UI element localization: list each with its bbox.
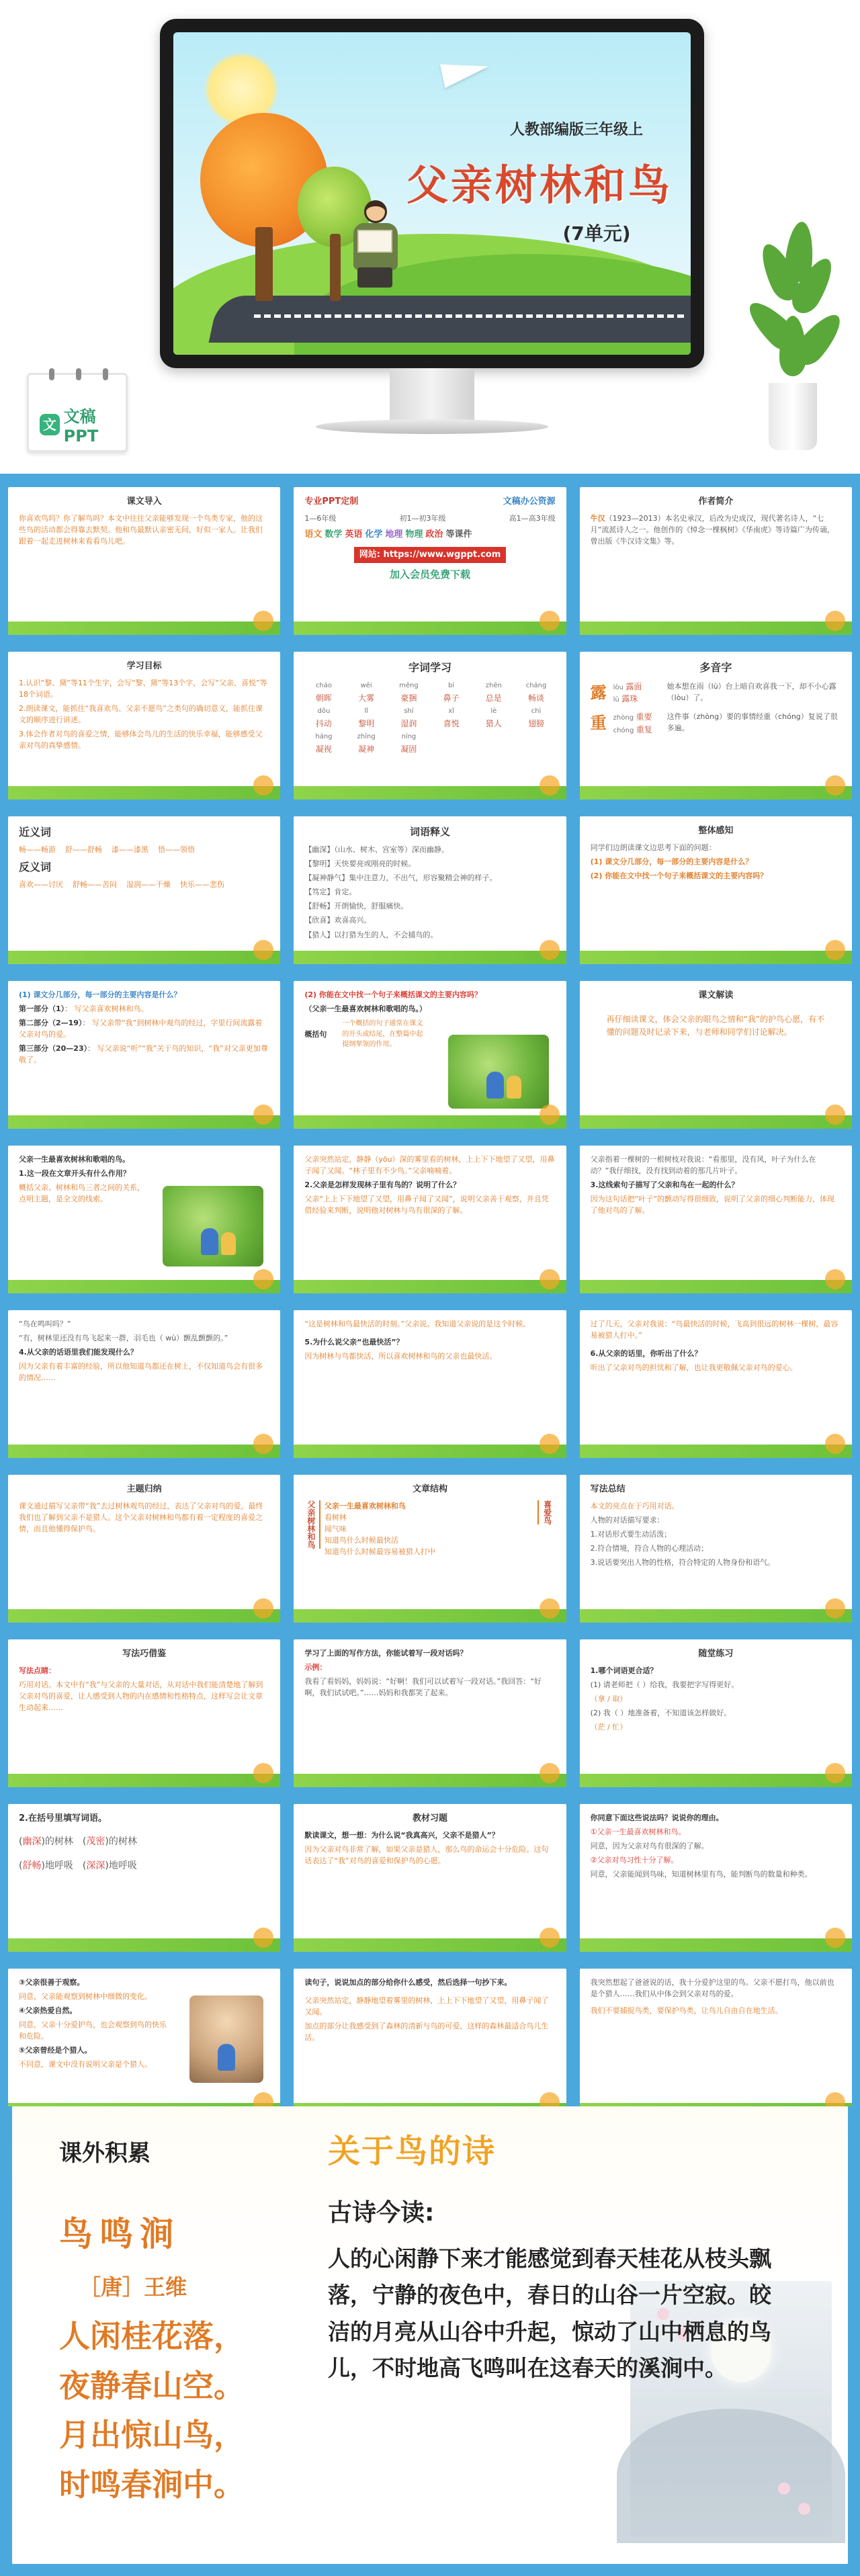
subject-chinese: 语文 [304, 529, 322, 540]
fill-text: 地呼吸 [44, 1860, 73, 1871]
definition-item: 【欣喜】欢喜高兴。 [304, 916, 372, 925]
illustration-image [163, 1186, 263, 1266]
agree-question: 你同意下面这些说法吗？说说你的理由。 [590, 1813, 724, 1822]
hero-section [0, 0, 860, 474]
poem-author: ［唐］王维 [79, 2274, 187, 2300]
pinyin: wēi [360, 681, 372, 689]
structure-node: 知道鸟什么时候最快活 [324, 1536, 398, 1545]
slide-title: 写法总结 [590, 1484, 626, 1494]
slide-ad [294, 487, 566, 635]
answer: 因为父亲有着丰富的经验，所以他知道鸟都还在树上，不仅知道鸟会有很多的情况…… [19, 1362, 263, 1383]
slide-conclusion [580, 1969, 852, 2116]
answer: 因为树林与鸟都快活，所以喜欢树林和鸟的父亲也最快活。 [304, 1352, 497, 1361]
website-link[interactable]: 网站: https://www.wgppt.com [354, 547, 507, 563]
slide-q1 [8, 1146, 280, 1293]
definition-item: 【幽深】（山水、树木、宫室等）深而幽静。 [304, 845, 449, 855]
slide-grid [0, 474, 860, 2106]
fill-answer: 深深 [86, 1860, 105, 1871]
slide-structure [294, 1475, 566, 1623]
overview-intro: 同学们边朗读课文边思考下面的问题： [590, 843, 716, 853]
part-label: 第三部分（20—23） [19, 1044, 88, 1054]
quote-line: “鸟在鸣叫吗？” [19, 1320, 71, 1328]
pinyin: níng [401, 732, 417, 740]
poem-line: 夜静春山空。 [59, 2367, 245, 2404]
slide-vocab [294, 652, 566, 800]
poly-word: 重要 [636, 712, 652, 722]
poly-word: 露珠 [621, 694, 638, 704]
paper-plane-icon [440, 54, 491, 88]
antonym-title: 反义词 [19, 860, 52, 873]
quote-line: “有，树林里还没有鸟飞起来一群，羽毛也（ wù）颤乱颤颤的。” [19, 1334, 228, 1343]
quote-line: 父亲指着一棵树的一根树枝对我说：“看那里，没有风，叶子为什么在动？”我仔细找，没有找到动着的那几片叶子。 [590, 1155, 816, 1176]
road-shape [209, 296, 691, 343]
slide-definitions [294, 816, 566, 964]
pinyin: lòu [613, 683, 624, 691]
question: 2.父亲是怎样发现林子里有鸟的？说明了什么？ [304, 1180, 461, 1190]
slide-textbook-exercise [294, 1804, 566, 1952]
exercise-answer: 因为父亲对鸟非常了解，如果父亲是猎人，那么鸟的命运会十分危险。这句话表达了“我”对鸟的喜爱和保护鸟的心愿。 [304, 1845, 549, 1866]
slide-title: 课文解读 [698, 990, 734, 1000]
slide-title: 作者简介 [698, 497, 734, 507]
pinyin: chóng [613, 726, 634, 734]
structure-diagram [304, 1500, 555, 1557]
slide-title: 教材习题 [412, 1813, 447, 1823]
vocab-word: 朝晖 [315, 693, 332, 703]
fill-answer: 舒畅 [22, 1860, 42, 1871]
subject-chemistry: 化学 [365, 529, 383, 540]
antonym-pair: 湿润——干燥 [126, 879, 171, 889]
join-member-link[interactable]: 加入会员免费下载 [389, 568, 470, 581]
goal-item: 3.体会作者对鸟的喜爱之情，能够体会鸟儿的生活的快乐幸福，能够感受父亲对鸟的真挚感情。 [19, 730, 263, 750]
vocab-word: 抖动 [315, 719, 332, 729]
synonym-title: 近义词 [19, 826, 52, 839]
quote-line: “这是树林和鸟最快活的时刻。”父亲说。我知道父亲说的是这个时候。 [304, 1320, 531, 1328]
pinyin: cháo [315, 681, 332, 689]
subject-politics: 政治 [425, 529, 443, 540]
definition-item: 【笃定】肯定。 [304, 888, 357, 897]
monitor-frame [160, 19, 704, 368]
poem-line: 人闲桂花落， [59, 2318, 245, 2354]
agree-item: ④父亲热爱自然。 [19, 2006, 77, 2016]
vocab-word: 畅谈 [528, 693, 545, 703]
slide-title: 多音字 [699, 661, 732, 674]
cover-subtitle: 人教部编版三年级上 [509, 122, 643, 138]
slide-title: 主题归纳 [126, 1484, 162, 1494]
part-label: 第二部分（2—19） [19, 1019, 83, 1028]
quote-line: 父亲突然站定，静静（yōu）深的雾里看的树林，上上下下地望了又望，用鼻子闻了又闻。“林子里有不少鸟。”父亲喃喃着。 [304, 1155, 555, 1176]
slide-agree-2 [8, 1969, 280, 2116]
grade-1: 1—6年级 [304, 514, 337, 523]
part-text: 写父亲喜欢树林和鸟。 [74, 1004, 148, 1014]
slide-goals [8, 652, 280, 800]
answer: 因为这句话把“叶子”的颤动写得很细致，说明了父亲的细心判断能力，体现了他对鸟的了解。 [590, 1195, 835, 1215]
subject-math: 数学 [325, 529, 343, 540]
slide-q3 [580, 1146, 852, 1293]
fill-text: 的树林 [44, 1836, 73, 1848]
agree-item: ①父亲一生最喜欢树林和鸟。 [590, 1828, 686, 1837]
slide-title: 整体感知 [698, 826, 734, 836]
grade-2: 初1—初3年级 [399, 514, 446, 523]
writing-item: 人物的对话描写要求： [590, 1516, 664, 1525]
theme-text: 课文通过描写父亲带“我”去过树林观鸟的经过，表达了父亲对鸟的爱，最终我们也了解到父亲不是猎人。这个父亲对树林和鸟都有着一定程度的喜爱之情，而且他懂得保护鸟。 [19, 1502, 263, 1534]
slide-synonyms [8, 816, 280, 964]
structure-conclusion: 喜爱鸟 [538, 1500, 556, 1525]
vocab-word: 湿润 [400, 719, 417, 729]
subject-geography: 地理 [385, 529, 403, 540]
summary-note: 一个概括的句子通常在课文的开头或结尾，在整篇中起提纲挈领的作用。 [342, 1020, 423, 1049]
part-label: 第一部分（1） [19, 1004, 65, 1014]
pinyin: shí [404, 707, 414, 715]
pinyin: háng [315, 732, 333, 740]
slide-q2 [294, 1146, 566, 1293]
fill-answer: 幽深 [22, 1836, 42, 1848]
poly-word: 重复 [636, 724, 652, 734]
poly-char: 露 [590, 683, 607, 702]
antonym-pair: 喜欢——讨厌 [19, 879, 63, 889]
poly-example: 这件事（zhòng）要的事情经重（chóng）复说了很多遍。 [666, 712, 838, 733]
slide-intro [8, 487, 280, 635]
vocab-word: 凝神 [358, 744, 375, 755]
reading-note: 加点的部分让我感受到了森林的清新与鸟的可爱，这样的森林最适合鸟儿生活。 [304, 2022, 549, 2043]
reading-sentence: 父亲突然站定，静静地望着雾里的树林，上上下下地望了又望，用鼻子闻了又闻。 [304, 1996, 549, 2017]
vocab-word: 凝固 [400, 744, 417, 755]
synonym-pair: 舒——舒畅 [65, 845, 102, 854]
subject-english: 英语 [345, 529, 363, 540]
slide-parts: (1) 课文分几部分，每一部分的主要内容是什么？ 第一部分（1）： 写父亲喜欢树林和鸟。 第二部分（2—19）： 写父亲带“我”到树林中观鸟的经过，字里行间流露着父亲对鸟的爱。 第三部分（20—23）： 写父亲说“听”“我”关于鸟的知识，“我”对父亲更加尊敬了。 [8, 981, 280, 1129]
practice-head: 示例： [304, 1663, 327, 1672]
slide-agree [580, 1804, 852, 1952]
cover-unit: (7单元) [562, 222, 631, 245]
translation-heading: 古诗今读: [328, 2199, 435, 2227]
slide-q4 [8, 1310, 280, 1458]
slide-summary-sentence [294, 981, 566, 1129]
antonym-pair: 舒畅——苦闷 [73, 879, 117, 889]
exercise-question: 2.在括号里填写词语。 [19, 1813, 107, 1823]
definition-item: 【猎人】以打猎为生的人，不会捕鸟的。 [304, 930, 438, 939]
poly-char: 重 [590, 713, 607, 732]
agree-answer: 同意，父亲十分爱护鸟，也会观察到鸟的快乐和危险。 [19, 2020, 167, 2041]
vocab-word: 鼻子 [443, 693, 460, 703]
slide-sentence-reading [294, 1969, 566, 2116]
agree-item: ⑤父亲曾经是个猎人。 [19, 2046, 92, 2055]
structure-root: 父亲树林和鸟 [304, 1500, 320, 1549]
ad-line-1: 专业PPT定制 [304, 497, 359, 507]
slide-interpretation [580, 981, 852, 1129]
vocab-word: 总是 [485, 693, 502, 703]
writing-item: 1.对话形式要生动活泼； [590, 1530, 672, 1539]
poem-section [0, 2106, 860, 2576]
definition-item: 【凝神静气】集中注意力，不出气，形容聚精会神的样子。 [304, 873, 497, 883]
brand-name: 文稿PPT [63, 407, 99, 445]
synonym-pair: 悟——领悟 [158, 845, 195, 854]
ad-line-1b: 文稿办公资源 [503, 497, 556, 507]
writing-sub: 本文的亮点在于巧用对话。 [590, 1502, 679, 1511]
structure-node: 看树林 [324, 1513, 347, 1522]
plant-icon [746, 215, 840, 457]
brand-icon: 文 [40, 414, 60, 435]
vocab-word: 大雾 [358, 693, 375, 703]
road-line [254, 314, 684, 318]
author-bio: （1923—2013）本名史承汉，后改为史成汉，现代著名诗人，“七月”流派诗人之一。他创作的《悼念一棵枫树》《华南虎》等诗篇广为传诵，曾出版《牛汉诗文集》等。 [590, 514, 834, 546]
poem-translation: 人的心闲静下来才能感觉到春天桂花从枝头飘落，宁静的夜色中，春日的山谷一片空寂。皎洁的月亮从山谷中升起，惊动了山中栖息的鸟儿，不时地高飞鸣叫在这春天的溪涧中。 [328, 2245, 771, 2382]
cover-slide [173, 32, 691, 355]
answer: 概括父亲、树林和鸟三者之间的关系，点明主题，是全文的线索。 [19, 1183, 144, 1204]
conclusion-answer: 我们不要捕捉鸟类，要保护鸟类，让鸟儿自由自在地生活。 [590, 2006, 783, 2016]
pinyin: bí [448, 681, 455, 689]
slide-title: 写法巧借鉴 [122, 1649, 167, 1659]
pinyin: zhēn [485, 681, 502, 689]
part-text: 写父亲带“我”到树林中观鸟的经过，字里行间流露着父亲对鸟的爱。 [19, 1019, 263, 1039]
vocab-word: 豪捆 [400, 693, 417, 703]
slide-title: 随堂练习 [698, 1649, 734, 1659]
agree-answer: 同意，父亲能闻到鸟味，知道树林里有鸟，能判断鸟的数量和种类。 [590, 1870, 812, 1879]
vocab-word: 翅膀 [528, 719, 545, 729]
brand-logo [40, 403, 126, 445]
fill-text: 地呼吸 [108, 1860, 137, 1871]
exercise-item: (1) 请老师把（ ）给我，我要把字写得更好。 [590, 1680, 739, 1690]
overview-question: (1) 课文分几部分，每一部分的主要内容是什么？ [590, 857, 753, 867]
poem-slide [12, 2106, 848, 2564]
agree-item: ②父亲对鸟习性十分了解。 [590, 1856, 679, 1865]
slide-writing-summary [580, 1475, 852, 1623]
pinyin: cháng [525, 681, 547, 689]
slide-q5 [294, 1310, 566, 1458]
poem-section-title: 关于鸟的诗 [328, 2133, 497, 2170]
reading-question: 读句子，说说加点的部分给你什么感受，然后选择一句抄下来。 [304, 1978, 512, 1987]
exercise-question: 默读课文，想一想：为什么说“我真高兴，父亲不是猎人”？ [304, 1831, 499, 1840]
poly-word: 露面 [626, 681, 642, 691]
part-text: 写父亲说“听”“我”关于鸟的知识，“我”对父亲更加尊敬了。 [19, 1044, 268, 1065]
pinyin: xǐ [448, 707, 454, 715]
parts-question: (1) 课文分几部分，每一部分的主要内容是什么？ [19, 990, 181, 999]
summary-question: (2) 你能在文中找一个句子来概括课文的主要内容吗？ [304, 990, 482, 999]
slide-title: 字词学习 [408, 661, 452, 674]
cover-title: 父亲树林和鸟 [406, 161, 673, 210]
agree-answer: 同意，因为父亲对鸟有很深的了解。 [590, 1842, 709, 1851]
grade-3: 高1—高3年级 [509, 514, 556, 523]
summary-answer: （父亲一生最喜欢树林和歌唱的鸟。） [304, 1004, 427, 1014]
pinyin: měng [399, 681, 419, 689]
structure-node: 闻气味 [324, 1525, 347, 1534]
agree-answer: 不同意，课文中没有说明父亲是个猎人。 [19, 2060, 152, 2069]
structure-node: 知道鸟什么时候最容易被猎人打中 [324, 1547, 435, 1557]
section-label: 课外积累 [59, 2140, 150, 2167]
summary-label: 概括句 [304, 1029, 327, 1039]
fill-text: 的树林 [108, 1836, 137, 1848]
brand-calendar [27, 373, 128, 452]
pinyin: zhīng [357, 732, 376, 740]
agree-item: ③父亲很善于观察。 [19, 1978, 85, 1987]
question: 5.为什么说父亲“也最快活”？ [304, 1338, 404, 1347]
slide-q6 [580, 1310, 852, 1458]
slide-overview [580, 816, 852, 964]
vocab-word: 猎人 [485, 719, 502, 729]
father-reading-icon [348, 200, 402, 288]
quote-line: 过了几天，父亲对我说：“鸟最快活的时候，飞高到很远的树林一棵树，最容易被猎人打中。” [590, 1320, 838, 1340]
exercise-question: 1.哪个词语更合适？ [590, 1666, 658, 1676]
question: 6.从父亲的话里，你听出了什么？ [590, 1349, 702, 1359]
writing-item: 3.说话要突出人物的性格，符合特定的人物身份和语气。 [590, 1558, 775, 1568]
slide-exercise-1 [580, 1639, 852, 1787]
definition-item: 【舒畅】开朗愉快，舒服痛快。 [304, 902, 408, 911]
agree-answer: 同意，父亲能观察到树林中细微的变化。 [19, 1992, 152, 2002]
subject-physics: 物理 [405, 529, 423, 540]
structure-node: 父亲一生最喜欢树林和鸟 [324, 1502, 406, 1511]
pinyin: lǐ [364, 707, 368, 715]
goal-item: 1.认识“黎、黛”等11个生字，会写“黎、黛”等13个字，会写“父亲、喜悦”等18个词语。 [19, 679, 267, 699]
slide-polyphones [580, 652, 852, 800]
slide-text: 你喜欢鸟吗？你了解鸟吗？本文中往往父亲能够发现一个鸟类专家，他的这些鸟的活动都会得靠去默契。他和鸟最默认亲密无间，好似一家人。让我们跟着一起走进树林来看看鸟儿吧。 [19, 514, 263, 546]
writing-item: 2.符合情境，符合人物的心理活动； [590, 1544, 709, 1553]
pinyin: lè [490, 707, 497, 715]
author-name: 牛汉 [590, 514, 605, 523]
pinyin: lù [613, 696, 619, 704]
answer: 父亲“上上下下地望了又望，用鼻子闻了又闻”，说明父亲善于观察，并且凭借经验来判断，说明他对树林与鸟有很深的了解。 [304, 1195, 549, 1215]
quote-line: 父亲一生最喜欢树林和歌唱的鸟。 [19, 1155, 130, 1164]
monitor-base [316, 419, 548, 434]
tips-head: 写法点睛： [19, 1666, 56, 1676]
poem-column [59, 2207, 321, 2509]
conclusion-text: 我突然想起了爸爸说的话，我十分爱护这里的鸟。父亲不愿打鸟，他以前也是个猎人……我们从中体会到父亲对鸟的爱。 [590, 1978, 834, 1999]
slide-title: 文章结构 [412, 1484, 447, 1494]
practice-question: 学习了上面的写作方法，你能试着写一段对话吗？ [304, 1649, 468, 1658]
exercise-option: （茫 / 忙） [590, 1723, 628, 1732]
illustration-image [448, 1035, 549, 1109]
antonym-pair: 快乐——悲伤 [180, 879, 224, 889]
subject-etc: 等课件 [445, 529, 472, 540]
fill-answer: 茂密 [86, 1836, 105, 1848]
overview-question: (2) 你能在文中找一个句子来概括课文的主要内容吗？ [590, 871, 768, 881]
pinyin: dǒu [317, 707, 331, 715]
slide-title: 词语释义 [409, 826, 450, 838]
slide-writing-practice [294, 1639, 566, 1787]
slide-author [580, 487, 852, 635]
synonym-pair: 畅——畅游 [19, 845, 56, 854]
poem-line: 时鸣春涧中。 [59, 2466, 245, 2503]
answer: 听出了父亲对鸟的担忧和了解，也让我更敬佩父亲对鸟的爱心。 [590, 1363, 798, 1373]
poly-example: 她本想在雨（lù）台上暗自欢喜我一下，却不小心露（lòu）了。 [666, 681, 836, 702]
slide-title: 课文导入 [126, 497, 162, 507]
practice-text: 我看了看妈妈，妈妈说：“好啊！我们可以试着写一段对话。”我回答：“好啊，我们试试吧。”……妈妈和我都笑了起来。 [304, 1677, 542, 1698]
slide-exercise-2: 2.在括号里填写词语。 (幽深)的树林 (茂密)的树林 (舒畅)地呼吸 (深深)地呼吸 [8, 1804, 280, 1952]
slide-theme [8, 1475, 280, 1623]
vocab-word: 黎明 [358, 719, 375, 729]
poem-line: 月出惊山鸟， [59, 2417, 245, 2454]
interpretation-text: 再仔细读课文，体会父亲的眼鸟之情和“我”的护鸟心愿，有不懂的问题及时记录下来，与老师和同学们讨论解决。 [606, 1015, 825, 1037]
synonym-pair: 漆——漆黑 [112, 845, 148, 854]
pinyin: chì [531, 707, 542, 715]
slide-writing-tips [8, 1639, 280, 1787]
question: 4.从父亲的话语里我们能发现什么？ [19, 1348, 138, 1357]
father-illustration [189, 1995, 263, 2083]
exercise-option: （拿 / 取） [590, 1694, 628, 1704]
tips-text: 巧用对话。本文中有“我”与父亲的大量对话，从对话中我们能清楚地了解到父亲对鸟的喜爱，让人感受到人物的内在感情和性格特点，这样写会让文章生动起来…… [19, 1680, 263, 1713]
goal-item: 2.朗读课文，能抓住“我喜欢鸟、父亲不愿鸟”之类句的确切意义，能抓住课文的顺序进行讲述。 [19, 704, 263, 725]
poem-title: 鸟鸣涧 [59, 2215, 180, 2253]
exercise-item: (2) 我（ ）地准备着，不知道该怎样做好。 [590, 1709, 732, 1718]
monitor-stand [390, 368, 474, 423]
slide-title: 学习目标 [126, 661, 162, 671]
definition-item: 【黎明】天快要亮或刚亮的时候。 [304, 859, 416, 869]
question: 1.这一段在文章开头有什么作用？ [19, 1169, 130, 1178]
pinyin: zhòng [613, 714, 634, 722]
vocab-word: 凝视 [315, 744, 332, 755]
question: 3.这线索句子描写了父亲和鸟在一起的什么？ [590, 1180, 739, 1190]
vocab-word: 喜悦 [443, 719, 460, 729]
